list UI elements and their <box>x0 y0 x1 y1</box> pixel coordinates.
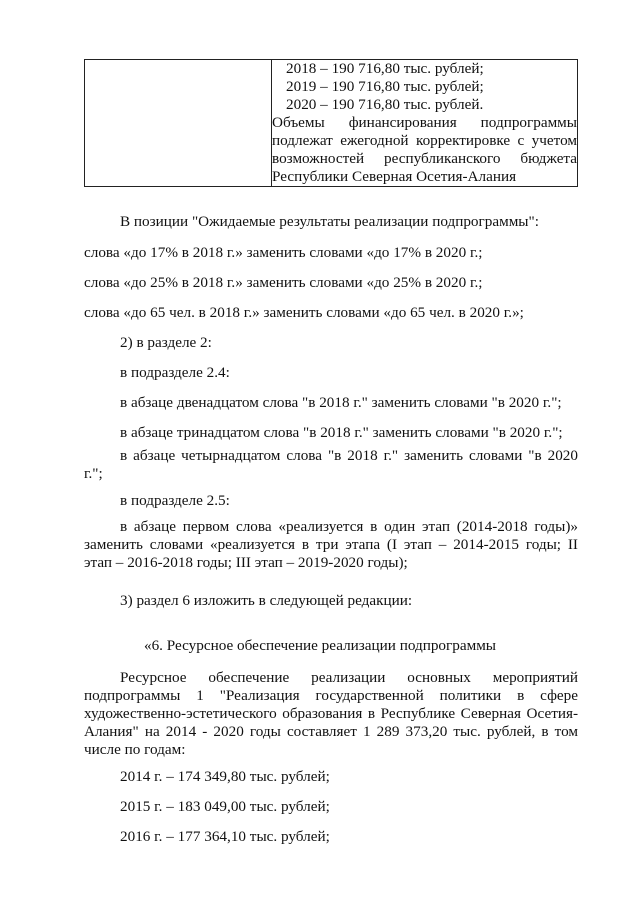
funding-note-line: Республики Северная Осетия-Алания <box>272 167 517 185</box>
paragraph-replace-65: слова «до 65 чел. в 2018 г.» заменить словами «до 65 чел. в 2020 г.»; <box>84 304 524 321</box>
table-row <box>85 60 578 187</box>
funding-note-line: Объемы финансирования подпрограммы <box>272 113 577 131</box>
year-amount-2015: 2015 г. – 183 049,00 тыс. рублей; <box>120 798 330 815</box>
year-funding-2020: 2020 – 190 716,80 тыс. рублей. <box>286 95 484 113</box>
year-amount-2014: 2014 г. – 174 349,80 тыс. рублей; <box>120 768 330 785</box>
table-cell-funding <box>272 60 578 187</box>
paragraph-section-6: 3) раздел 6 изложить в следующей редакции: <box>120 592 413 609</box>
paragraph-subsection-2-4: в подразделе 2.4: <box>120 364 230 381</box>
paragraph-abzac-13: в абзаце тринадцатом слова "в 2018 г." заменить словами "в 2020 г."; <box>120 424 563 441</box>
paragraph-abzac-14: в абзаце четырнадцатом слова "в 2018 г." заменить словами "в 2020 г."; <box>84 447 578 482</box>
section-heading: «6. Ресурсное обеспечение реализации подпрограммы <box>143 637 497 654</box>
paragraph-resource-provision: Ресурсное обеспечение реализации основных мероприятий подпрограммы 1 "Реализация государственной политики в сфере художественно-эстетического образования в Республике Северная Осетия- Алания" на 2014 - 2020 годы составляет 1 289 373,20 тыс. рублей, в том числе по годам: <box>84 669 578 758</box>
paragraph-subsection-2-5: в подразделе 2.5: <box>120 492 230 509</box>
year-amount-2016: 2016 г. – 177 364,10 тыс. рублей; <box>120 828 330 845</box>
paragraph-abzac-12: в абзаце двенадцатом слова "в 2018 г." заменить словами "в 2020 г."; <box>120 394 562 411</box>
paragraph-section-2: 2) в разделе 2: <box>120 334 212 351</box>
year-funding-2018: 2018 – 190 716,80 тыс. рублей; <box>286 60 484 77</box>
table-cell-empty <box>85 60 272 187</box>
funding-note-line: подлежат ежегодной корректировке с учетом <box>272 131 577 149</box>
funding-note-line: возможностей республиканского бюджета <box>272 149 577 167</box>
paragraph-replace-17: слова «до 17% в 2018 г.» заменить словами «до 17% в 2020 г.; <box>84 244 483 261</box>
paragraph-stages: в абзаце первом слова «реализуется в один этап (2014-2018 годы)» заменить словами «реализуется в три этапа (I этап – 2014-2015 годы; II этап – 2016-2018 годы; III этап – 2019-2020 годы); <box>84 518 578 571</box>
year-funding-2019: 2019 – 190 716,80 тыс. рублей; <box>286 77 484 95</box>
paragraph-expected-results: В позиции "Ожидаемые результаты реализации подпрограммы": <box>120 213 539 230</box>
funding-table <box>84 59 578 187</box>
paragraph-replace-25: слова «до 25% в 2018 г.» заменить словами «до 25% в 2020 г.; <box>84 274 483 291</box>
